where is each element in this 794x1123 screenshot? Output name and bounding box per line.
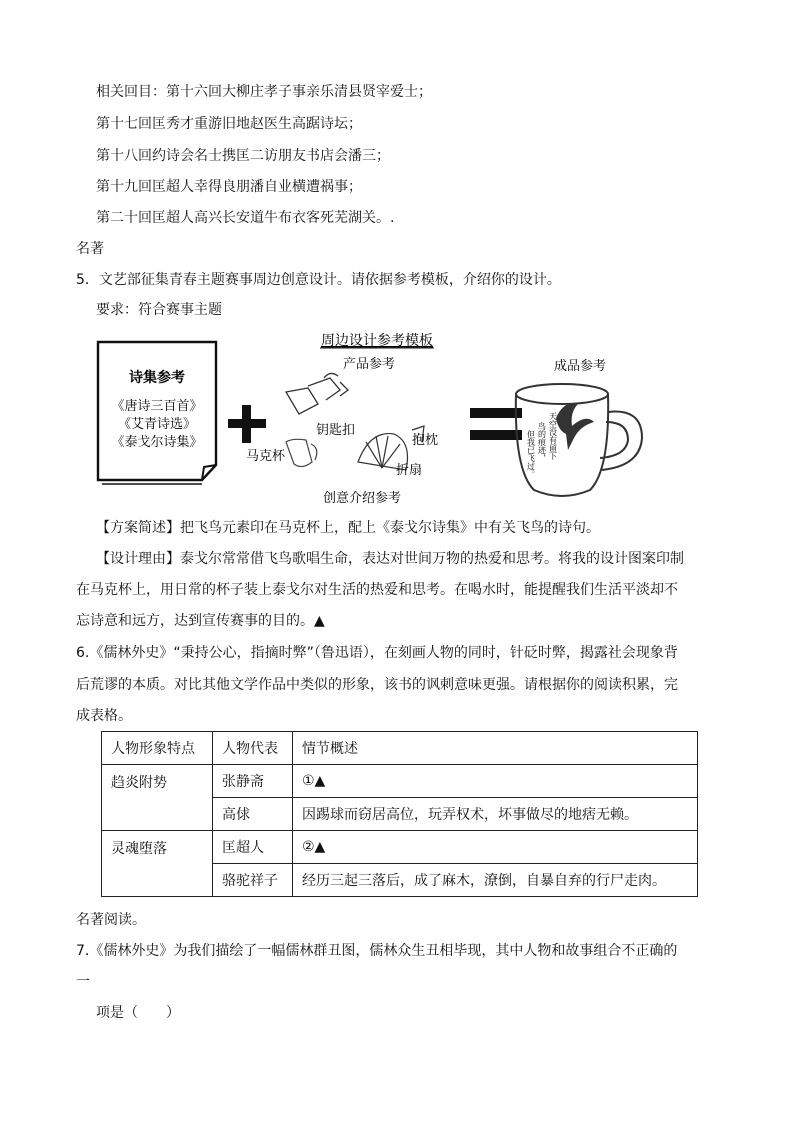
question-6-line-2: 后荒谬的本质。对比其他文学作品中类似的形象，该书的讽刺意味更强。请根据你的阅读积累，完 <box>76 677 678 693</box>
keychain-icon <box>286 373 348 414</box>
question-7-line-2: 一 <box>76 974 90 990</box>
trait-cell: 灵魂堕落 <box>102 831 213 897</box>
bird-icon <box>556 403 594 450</box>
answer-label: 名著 <box>76 241 104 257</box>
question-5-stem: 5．文艺部征集青春主题赛事周边创意设计。请依据参考模板，介绍你的设计。 <box>76 272 561 288</box>
header-person: 人物代表 <box>213 732 293 765</box>
plan-tag: 【方案简述】 <box>96 520 180 536</box>
intro-label: 创意介绍参考 <box>322 491 402 506</box>
equals-icon-top <box>470 408 522 418</box>
table-row <box>102 831 698 864</box>
plot-cell: 因踢球而窃居高位，玩弄权术，坏事做尽的地痞无赖。 <box>293 798 698 831</box>
question-5-requirement: 要求：符合赛事主题 <box>96 302 222 318</box>
product-fan: 折扇 <box>396 463 423 478</box>
product-pillow: 抱枕 <box>412 433 439 448</box>
design-template-figure <box>94 330 734 510</box>
table-row <box>102 765 698 798</box>
reason-line-3: 忘诗意和远方，达到宣传赛事的目的。▲ <box>76 613 325 629</box>
plot-cell: 经历三起三落后，成了麻木，潦倒，自暴自弃的行尸走肉。 <box>293 864 698 897</box>
plot-cell: ①▲ <box>293 765 698 798</box>
character-table <box>101 731 698 897</box>
reason-line-1 <box>96 549 684 569</box>
plot-cell: ②▲ <box>293 831 698 864</box>
plus-icon-v <box>242 405 251 443</box>
template-title: 周边设计参考模板 <box>321 333 433 349</box>
chapter-line-5: 第二十回匡超人高兴长安道牛布衣客死芜湖关。. <box>96 210 395 226</box>
card-title: 诗集参考 <box>129 370 185 386</box>
result-label: 成品参考 <box>553 359 607 374</box>
chapter-line-3: 第十八回约诗会名士携匡二访朋友书店会潘三； <box>96 148 390 164</box>
cup-poem-2: 鸟的痕迹， <box>537 422 547 462</box>
plan-text: 把飞鸟元素印在马克杯上，配上《泰戈尔诗集》中有关飞鸟的诗句。 <box>180 520 600 536</box>
cup-poem-1: 天空没有留下 <box>548 412 558 460</box>
question-7-line-1: 7.《儒林外史》为我们描绘了一幅儒林群丑图，儒林众生丑相毕现，其中人物和故事组合不正确的 <box>76 943 678 959</box>
header-trait: 人物形象特点 <box>102 732 213 765</box>
person-cell: 张静斋 <box>213 765 293 798</box>
book-2: 《艾青诗选》 <box>117 417 197 432</box>
product-label: 产品参考 <box>342 357 396 372</box>
person-cell: 骆驼祥子 <box>213 864 293 897</box>
book-1: 《唐诗三百首》 <box>111 399 203 414</box>
header-plot: 情节概述 <box>293 732 698 765</box>
question-6-line-3: 成表格。 <box>76 708 132 724</box>
mug-small-icon <box>286 439 317 466</box>
cup-poem-3: 但我已飞过。 <box>526 430 536 478</box>
reason-text-1: 泰戈尔常常借飞鸟歌唱生命，表达对世间万物的热爱和思考。将我的设计图案印制 <box>180 551 684 567</box>
reason-tag: 【设计理由】 <box>96 551 180 567</box>
figure-svg <box>94 330 734 510</box>
book-3: 《泰戈尔诗集》 <box>111 435 203 450</box>
equals-icon-bottom <box>470 430 522 440</box>
trait-cell: 趋炎附势 <box>102 765 213 831</box>
chapter-line-4: 第十九回匡超人幸得良朋潘自业横遭祸事； <box>96 179 362 195</box>
person-cell: 高俅 <box>213 798 293 831</box>
chapter-line-1: 相关回目：第十六回大柳庄孝子事亲乐清县贤宰爱士； <box>96 84 432 100</box>
product-mug: 马克杯 <box>246 449 286 464</box>
chapter-line-2: 第十七回匡秀才重游旧地赵医生高踞诗坛； <box>96 116 362 132</box>
person-cell: 匡超人 <box>213 831 293 864</box>
question-7-line-3: 项是（ ） <box>96 1005 180 1021</box>
reading-label: 名著阅读。 <box>76 912 146 928</box>
question-6-line-1: 6.《儒林外史》“秉持公心，指摘时弊”（鲁迅语），在刻画人物的同时，针砭时弊，揭露社会现象背 <box>76 645 678 661</box>
reason-line-2: 在马克杯上，用日常的杯子装上泰戈尔对生活的热爱和思考。在喝水时，能提醒我们生活平淡却不 <box>76 582 678 598</box>
product-keychain: 钥匙扣 <box>316 423 356 438</box>
plan-line <box>96 518 600 538</box>
table-header-row <box>102 732 698 765</box>
